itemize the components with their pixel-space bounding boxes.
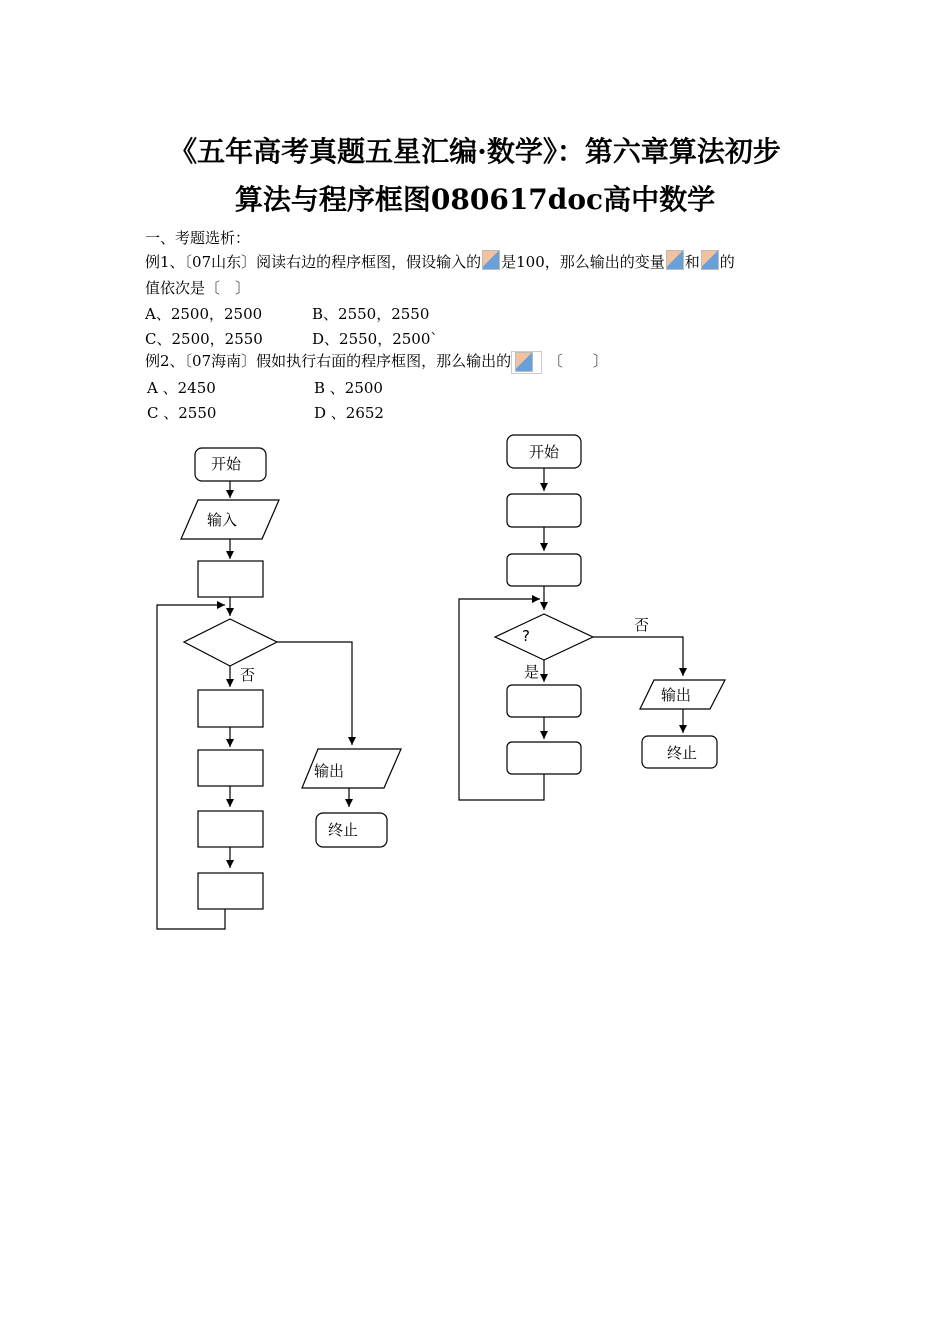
example1-option-a: A、2500，2500: [145, 305, 263, 323]
right-process-box-4: [507, 742, 581, 774]
right-start-label: 开始: [529, 443, 560, 461]
left-no-label: 否: [240, 666, 256, 684]
right-decision-diamond: [495, 614, 593, 660]
right-process-box-2: [507, 554, 581, 586]
left-process-box-4: [198, 811, 263, 847]
example2-option-b: B 、2500: [314, 379, 383, 397]
left-input-label: 输入: [207, 511, 238, 529]
example2-text-a: 例2、〔07海南〕假如执行右面的程序框图，那么输出的: [145, 352, 512, 370]
left-end-label: 终止: [328, 821, 359, 839]
example1-text-a: 例1、〔07山东〕阅读右边的程序框图，假设输入的: [145, 253, 482, 271]
left-process-box-1: [198, 561, 263, 597]
left-output-label: 输出: [314, 762, 345, 780]
example2-text-b: 〔 〕: [547, 352, 608, 370]
left-decision-diamond: [184, 619, 277, 666]
right-question-label: ?: [522, 627, 530, 645]
example1-option-b: B、2550，2550: [312, 305, 430, 323]
left-process-box-3: [198, 750, 263, 786]
example2-option-d: D 、2652: [314, 404, 384, 422]
left-process-box-5: [198, 873, 263, 909]
example1-text-c: 和: [684, 253, 700, 271]
left-process-box-2: [198, 690, 263, 727]
right-no-label: 否: [634, 616, 650, 634]
left-start-label: 开始: [211, 455, 242, 473]
doc-title-line2: 算法与程序框图080617doc高中数学: [234, 183, 716, 216]
flowchart-left: [157, 448, 401, 929]
example2-option-a: A 、2450: [147, 379, 216, 397]
example1-question-line2: 值依次是〔 〕: [145, 279, 251, 297]
left-loop-connector: [157, 605, 225, 929]
section-heading: 一、考题选析：: [145, 229, 251, 247]
right-process-box-1: [507, 494, 581, 527]
right-end-label: 终止: [667, 744, 698, 762]
example1-text-d: 的: [719, 253, 735, 271]
example2-option-c: C 、2550: [147, 404, 217, 422]
example1-option-c: C、2500，2550: [145, 330, 263, 348]
example1-option-d: D、2550，2500`: [312, 330, 438, 348]
right-yes-label: 是: [524, 663, 540, 681]
right-process-box-3: [507, 685, 581, 717]
doc-title-line1: 《五年高考真题五星汇编·数学》：第六章算法初步: [169, 135, 781, 168]
right-loop-connector: [459, 599, 544, 800]
example1-text-b: 是100，那么输出的变量: [501, 253, 665, 271]
right-output-label: 输出: [661, 686, 692, 704]
